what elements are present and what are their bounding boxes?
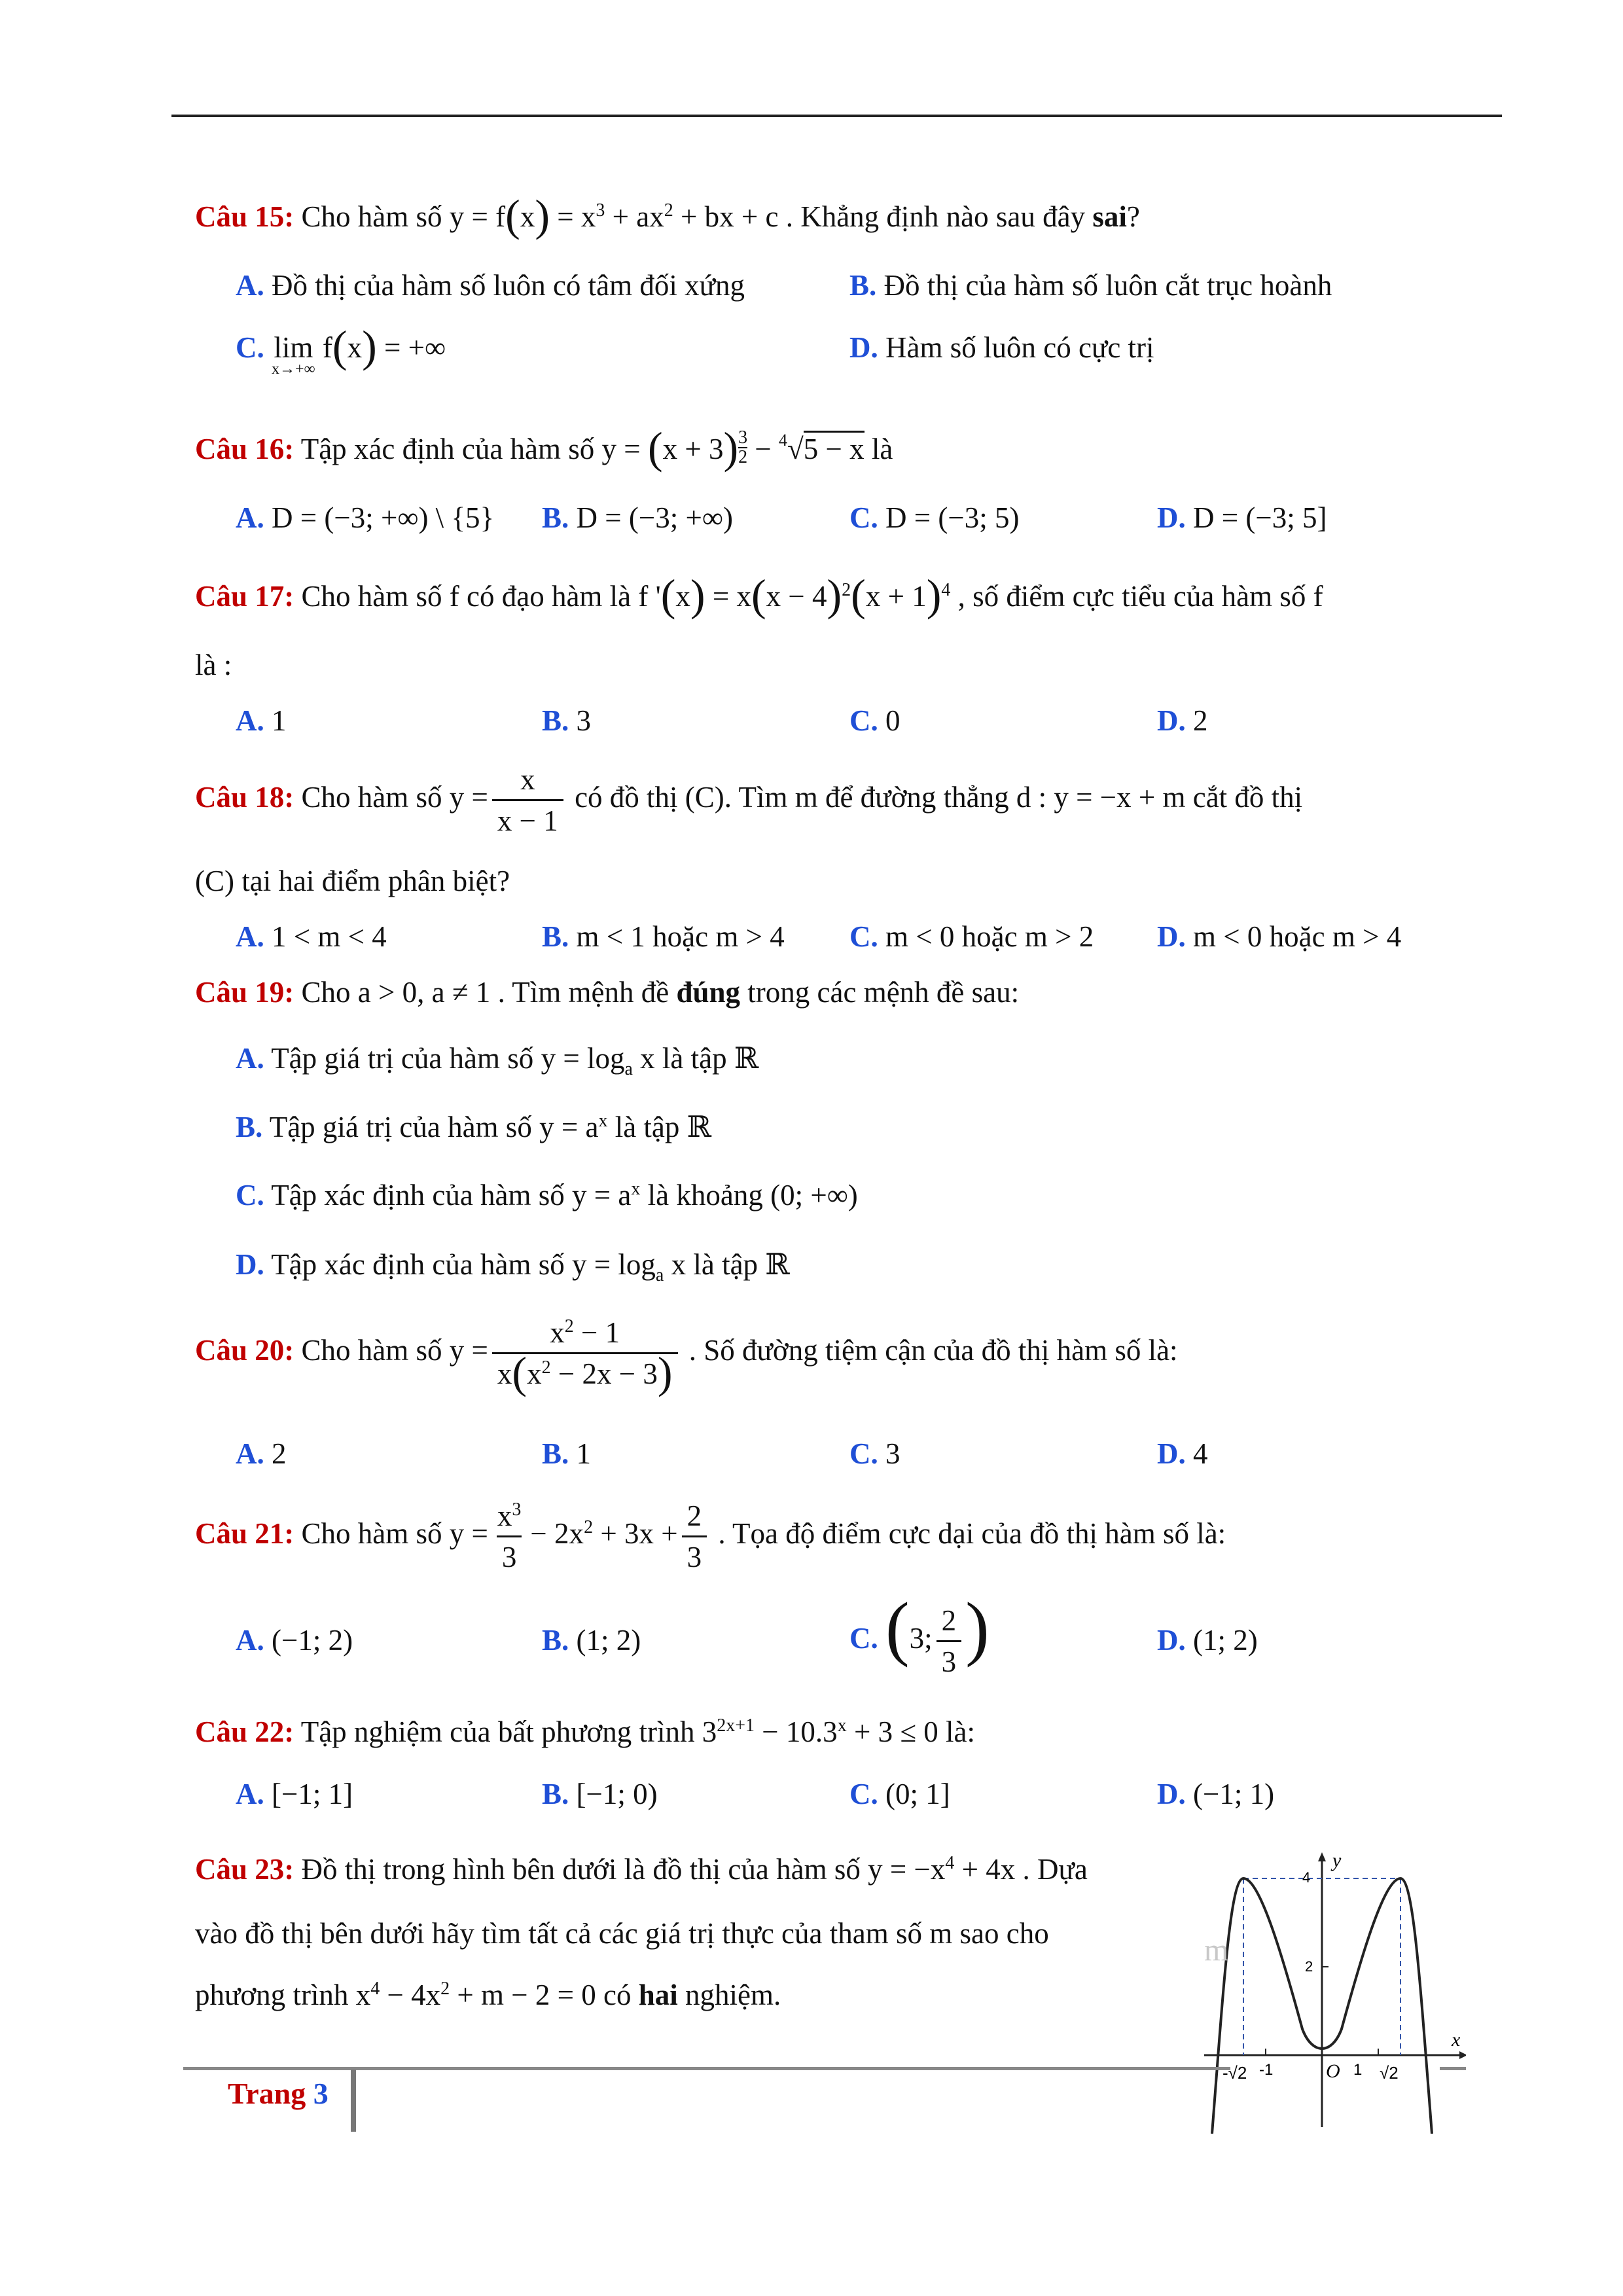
question-17-line2: là :	[195, 649, 232, 681]
footer-rule-right	[1440, 2067, 1466, 2070]
page-number: 3	[313, 2077, 329, 2110]
tick-x-1: 1	[1353, 2061, 1363, 2079]
function-expression: y = (x + 3) $^{\frac{3}{2}}$ − $^4$√5 − x	[601, 423, 865, 473]
question-17: Câu 17: Cho hàm số f có đạo hàm là f '$(x) = x(x - 4)^2(x + 1)^4$ , số điểm cực tiểu của hàm số f	[195, 570, 1323, 620]
option-17-d[interactable]: D. 2	[1157, 704, 1208, 737]
footer-divider	[351, 2070, 356, 2132]
question-20: Câu 20: Cho hàm số y = $\frac{x^2 - 1}{x(x^2 - 2x - 3)}$ . Số đường tiệm cận của đồ thị hàm số là:	[195, 1316, 1178, 1397]
x-axis-arrow	[1459, 2051, 1466, 2059]
option-16-c[interactable]: C. D = (−3; 5)	[849, 501, 1020, 534]
tick-x-neg1: -1	[1259, 2061, 1274, 2079]
option-16-d[interactable]: D. D = (−3; 5]	[1157, 501, 1327, 534]
x-label: x	[1452, 2029, 1461, 2051]
page-footer	[228, 2076, 329, 2111]
question-18-line2: (C) tại hai điểm phân biệt?	[195, 865, 510, 897]
m-watermark: m	[1204, 1933, 1229, 1967]
tick-y-2: 2	[1305, 1958, 1313, 1975]
option-20-b[interactable]: B. 1	[542, 1437, 592, 1470]
header-rule	[171, 115, 1502, 117]
footer-rule	[183, 2067, 1230, 2070]
option-22-b[interactable]: B. [−1; 0)	[542, 1778, 658, 1810]
option-21-a[interactable]: A. (−1; 2)	[236, 1624, 353, 1657]
page-label: Trang	[228, 2077, 306, 2110]
option-18-b[interactable]: B. m < 1 hoặc m > 4	[542, 920, 785, 953]
y-axis-arrow	[1318, 1852, 1326, 1861]
function-expression: $y = f(x) = x^3 + ax^2$ + bx + c	[449, 190, 779, 240]
tick-x-sqrt2: √2	[1380, 2063, 1399, 2083]
option-15-a[interactable]: A. Đồ thị của hàm số luôn có tâm đối xứng	[236, 269, 745, 302]
y-label: y	[1332, 1852, 1342, 1871]
option-22-a[interactable]: A. [−1; 1]	[236, 1778, 353, 1810]
tick-y-4: 4	[1302, 1869, 1311, 1886]
option-22-d[interactable]: D. (−1; 1)	[1157, 1778, 1275, 1810]
option-18-d[interactable]: D. m < 0 hoặc m > 4	[1157, 920, 1402, 953]
option-20-c[interactable]: C. 3	[849, 1437, 901, 1470]
option-15-c[interactable]: C. lim x→+∞ f(x) = +∞	[236, 321, 446, 378]
option-18-c[interactable]: C. m < 0 hoặc m > 2	[849, 920, 1094, 953]
option-17-b[interactable]: B. 3	[542, 704, 592, 737]
question-23-line2: vào đồ thị bên dưới hãy tìm tất cả các giá trị thực của tham số m sao cho	[195, 1917, 1049, 1950]
option-20-d[interactable]: D. 4	[1157, 1437, 1208, 1470]
question-19: Câu 19: Cho a > 0, a ≠ 1 . Tìm mệnh đề đúng trong các mệnh đề sau:	[195, 976, 1020, 1009]
option-20-a[interactable]: A. 2	[236, 1437, 287, 1470]
option-19-c[interactable]: C. Tập xác định của hàm số $y = a^x$ là khoảng (0; +∞)	[236, 1179, 858, 1211]
option-17-c[interactable]: C. 0	[849, 704, 901, 737]
option-19-a[interactable]: A. Tập giá trị của hàm số $y = \log_a x$ là tập ℝ	[236, 1042, 759, 1079]
question-23-line3: phương trình $x^4 - 4x^2 + m - 2 = 0$ có hai nghiệm.	[195, 1979, 781, 2011]
question-21: Câu 21: Cho hàm số y = $\frac{x^3}{3}$ − $2x^2 + 3x$ + $\frac{2}{3}$ . Tọa độ điểm cực dại của đồ thị hàm số là:	[195, 1499, 1226, 1573]
tick-x-neg-sqrt2: -√2	[1222, 2063, 1247, 2083]
option-22-c[interactable]: C. (0; 1]	[849, 1778, 950, 1810]
option-19-d[interactable]: D. Tập xác định của hàm số $y = \log_a x$ là tập ℝ	[236, 1248, 790, 1285]
option-21-c[interactable]: C. (3; $\frac{2}{3}$ )	[849, 1587, 990, 1678]
option-21-d[interactable]: D. (1; 2)	[1157, 1624, 1258, 1657]
question-15: Câu 15: Cho hàm số $y = f(x) = x^3 + ax^2$ + bx + c . Khẳng định nào sau đây sai?	[195, 190, 1140, 240]
function-graph	[1204, 1852, 1466, 2134]
question-22: Câu 22: Tập nghiệm của bất phương trình $3^{2x+1} - 10.3^x + 3 \le 0$ là:	[195, 1715, 975, 1748]
origin-label: O	[1326, 2060, 1340, 2082]
question-number: Câu 15:	[195, 200, 294, 233]
option-21-b[interactable]: B. (1; 2)	[542, 1624, 641, 1657]
derivative-expression: f '$(x) = x(x - 4)^2(x + 1)^4$	[638, 570, 951, 620]
option-15-b[interactable]: B. Đồ thị của hàm số luôn cắt trục hoành	[849, 269, 1332, 302]
option-16-b[interactable]: B. D = (−3; +∞)	[542, 501, 733, 534]
question-16: Câu 16: Tập xác định của hàm số y = (x + 3) $^{\frac{3}{2}}$ − $^4$√5 − x là	[195, 423, 893, 473]
option-17-a[interactable]: A. 1	[236, 704, 287, 737]
question-23: Câu 23: Đồ thị trong hình bên dưới là đồ thị của hàm số $y = -x^4 + 4x$ . Dựa	[195, 1853, 1088, 1886]
question-18: Câu 18: Cho hàm số y = $\frac{x}{x - 1}$ có đồ thị (C). Tìm m để đường thẳng d : y = −x + m cắt đồ thị	[195, 763, 1303, 837]
option-19-b[interactable]: B. Tập giá trị của hàm số $y = a^x$ là tập ℝ	[236, 1111, 712, 1143]
option-15-d[interactable]: D. Hàm số luôn có cực trị	[849, 331, 1154, 364]
option-18-a[interactable]: A. 1 < m < 4	[236, 920, 387, 953]
option-16-a[interactable]: A. D = (−3; +∞) \ {5}	[236, 501, 495, 534]
